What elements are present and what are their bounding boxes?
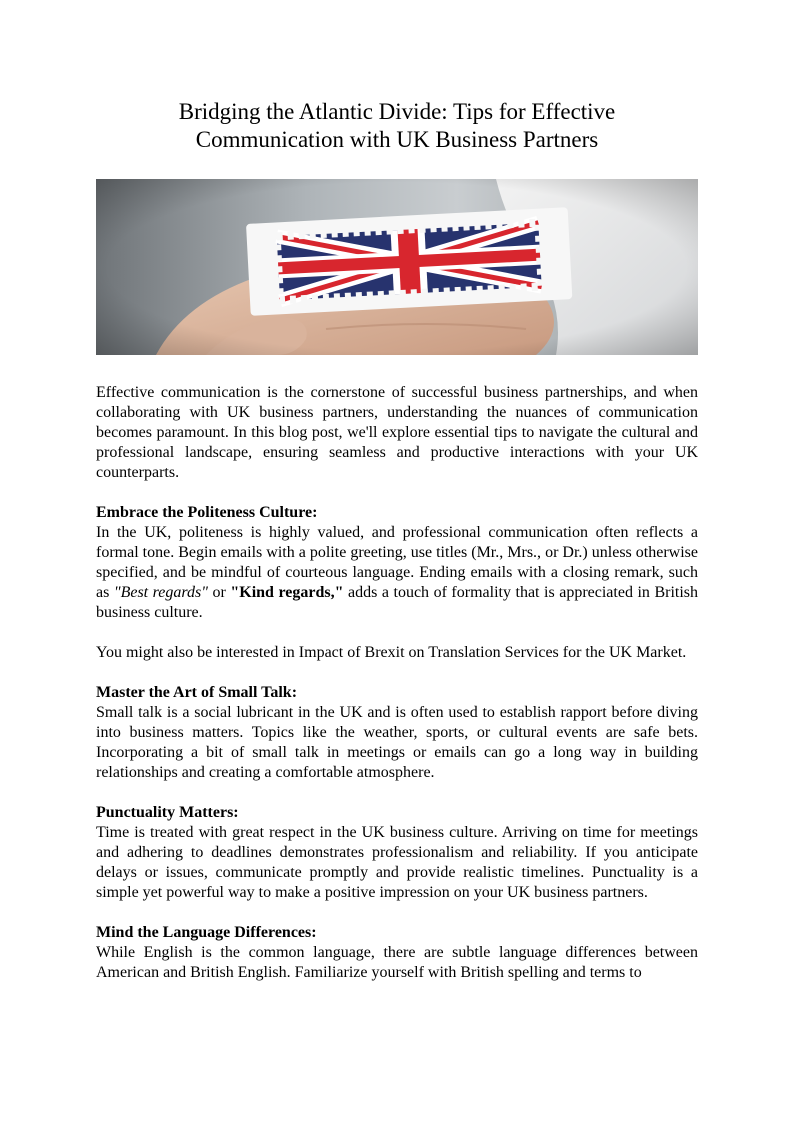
page-title [96, 98, 698, 154]
section-body-punctuality: Time is treated with great respect in the UK business culture. Arriving on time for meetings and adhering to deadlines demonstrates professionalism and reliability. If you anticipate delays or issues, communicate promptly and provide realistic timelines. Punctuality is a simple yet powerful way to make a positive impression on your UK business partners. [96, 824, 698, 901]
section-body-language: While English is the common language, there are subtle language differences between American and British English. Familiarize yourself with British spelling and terms to [96, 944, 698, 981]
article-body [96, 383, 698, 1003]
politeness-connector: or [207, 584, 231, 601]
politeness-body-start: In the UK, politeness is highly valued, and professional communication often reflects a formal tone. Begin emails with a polite greeting, use titles (Mr., Mrs., or Dr.) unless otherwise specified, and be mindful of courteous language. Ending emails with a closing remark, such as [96, 524, 698, 601]
related-article-note: You might also be interested in Impact of Brexit on Translation Services for the UK Market. [96, 644, 687, 661]
politeness-italic-phrase: "Best regards" [113, 584, 208, 601]
section-heading-punctuality: Punctuality Matters: [96, 804, 239, 821]
page-title-line-1: Bridging the Atlantic Divide: Tips for Effective [178, 99, 616, 124]
page-title-line-2: Communication with UK Business Partners [195, 127, 599, 152]
section-body-politeness [96, 523, 698, 623]
intro-paragraph: Effective communication is the cornerstone of successful business partnerships, and when collaborating with UK business partners, understanding the nuances of communication becomes paramount. In this blog post, we'll explore essential tips to navigate the cultural and professional landscape, ensuring seamless and productive interactions with your UK counterparts. [96, 384, 698, 481]
hero-image [96, 179, 698, 355]
politeness-body-end: adds a touch of formality that is appreciated in British business culture. [96, 584, 699, 621]
union-jack-card-in-hand-icon [96, 179, 698, 355]
section-body-small-talk: Small talk is a social lubricant in the UK and is often used to establish rapport before diving into business matters. Topics like the weather, sports, or cultural events are safe bets. Incorporating a bit of small talk in meetings or emails can go a long way in building relationships and creating a comfortable atmosphere. [96, 704, 698, 781]
section-heading-language: Mind the Language Differences: [96, 924, 317, 941]
section-heading-small-talk: Master the Art of Small Talk: [96, 684, 298, 701]
politeness-bold-phrase: "Kind regards," [230, 584, 344, 601]
section-heading-politeness: Embrace the Politeness Culture: [96, 504, 318, 521]
